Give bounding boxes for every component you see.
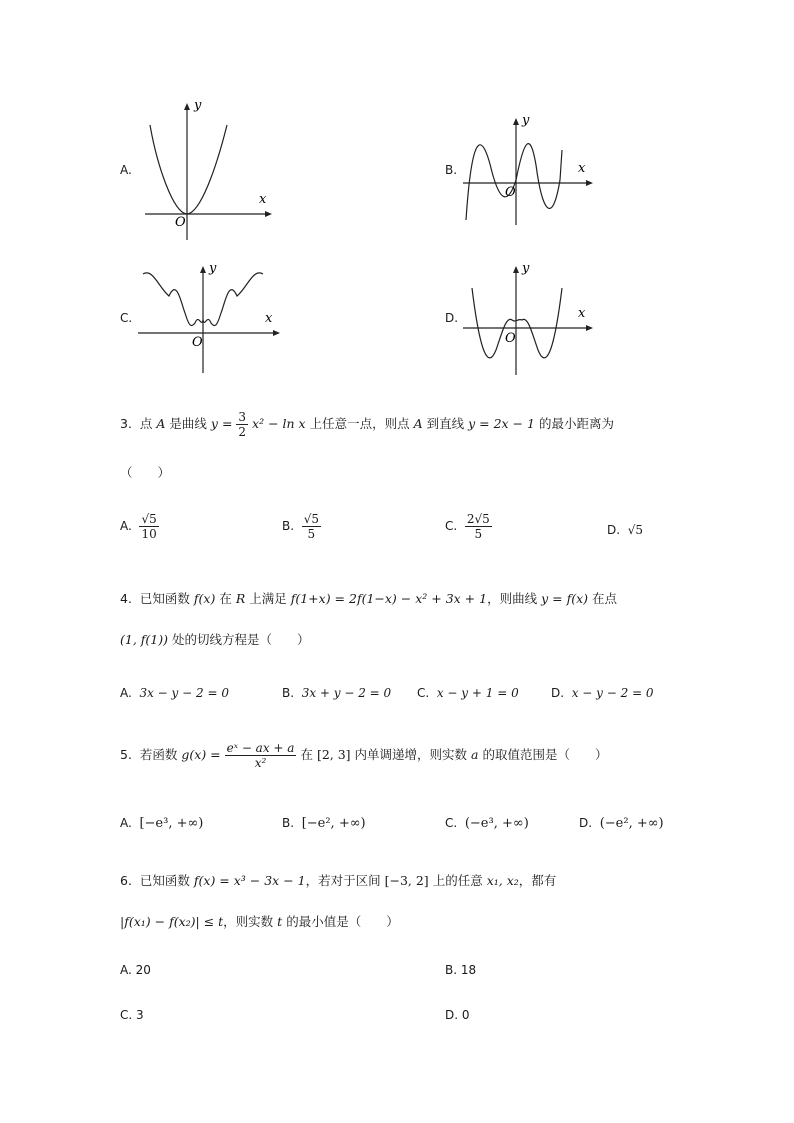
origin-label: O [192, 335, 203, 350]
axis-y-label: y [522, 261, 530, 276]
q6-option-a[interactable]: A. 20 [120, 963, 151, 977]
fraction: $\frac{3}{2}$ [238, 410, 247, 439]
origin-label: O [505, 331, 516, 346]
axis-x-label: x [578, 161, 586, 176]
q4-option-b[interactable]: B. 3x + y − 2 = 0 [282, 686, 392, 700]
axis-y-label: y [194, 98, 202, 113]
q3-option-a[interactable]: A. $\frac{√5}{10}$ [120, 512, 157, 541]
question-4: 4. 已知函数 f(x) 在 R 上满足 f(1+x) = 2f(1−x) − x² + 3x + 1，则曲线 y = f(x) 在点 [120, 591, 618, 606]
q6-option-d[interactable]: D. 0 [445, 1008, 470, 1022]
axis-x-label: x [578, 306, 586, 321]
question-3: 3. 点 A 是曲线 y = $\frac{3}{2}$ x² − ln x 上任意一点，则点 A 到直线 y = 2x − 1 的最小距离为 [120, 410, 614, 439]
q5-option-d[interactable]: D. (−e², +∞) [579, 816, 664, 831]
graph-option-c [135, 258, 285, 378]
graph-option-d-label: D. [445, 311, 459, 325]
q3-option-d[interactable]: D. √5 [607, 523, 643, 537]
axis-x-label: x [259, 192, 267, 207]
q5-option-c[interactable]: C. (−e³, +∞) [445, 816, 529, 831]
q5-option-a[interactable]: A. [−e³, +∞) [120, 816, 204, 831]
axis-y-label: y [522, 113, 530, 128]
graph-option-c-label: C. [120, 311, 133, 325]
question-6: 6. 已知函数 f(x) = x³ − 3x − 1，若对于区间 [−3, 2] 上的任意 x₁, x₂，都有 [120, 873, 557, 888]
question-3-paren: （ ） [120, 465, 171, 480]
graph-option-d [458, 258, 598, 378]
question-5: 5. 若函数 g(x) = $\frac{\text{eˣ − ax + a}}{\text{x²}}$ 在 [2, 3] 内单调递增，则实数 a 的取值范围是（ ） [120, 741, 608, 770]
q4-option-d[interactable]: D. x − y − 2 = 0 [551, 686, 654, 700]
graph-option-b [458, 110, 598, 230]
axis-x-label: x [265, 311, 273, 326]
graph-option-b-label: B. [445, 163, 458, 177]
origin-label: O [505, 185, 516, 200]
q3-option-b[interactable]: B. $\frac{√5}{5}$ [282, 512, 319, 541]
q6-option-c[interactable]: C. 3 [120, 1008, 144, 1022]
q5-option-b[interactable]: B. [−e², +∞) [282, 816, 366, 831]
question-4-line2: (1, f(1)) 处的切线方程是（ ） [120, 632, 310, 647]
q3-option-c[interactable]: C. $\frac{2√5}{5}$ [445, 512, 490, 541]
q4-option-c[interactable]: C. x − y + 1 = 0 [417, 686, 519, 700]
graph-option-a [135, 95, 275, 245]
question-6-line2: |f(x₁) − f(x₂)| ≤ t，则实数 t 的最小值是（ ） [120, 914, 399, 929]
graph-option-a-label: A. [120, 163, 132, 177]
q4-option-a[interactable]: A. 3x − y − 2 = 0 [120, 686, 229, 700]
axis-y-label: y [209, 261, 217, 276]
origin-label: O [175, 215, 186, 230]
fraction: $\frac{\text{eˣ − ax + a}}{\text{x²}}$ [226, 741, 295, 770]
q6-option-b[interactable]: B. 18 [445, 963, 477, 977]
